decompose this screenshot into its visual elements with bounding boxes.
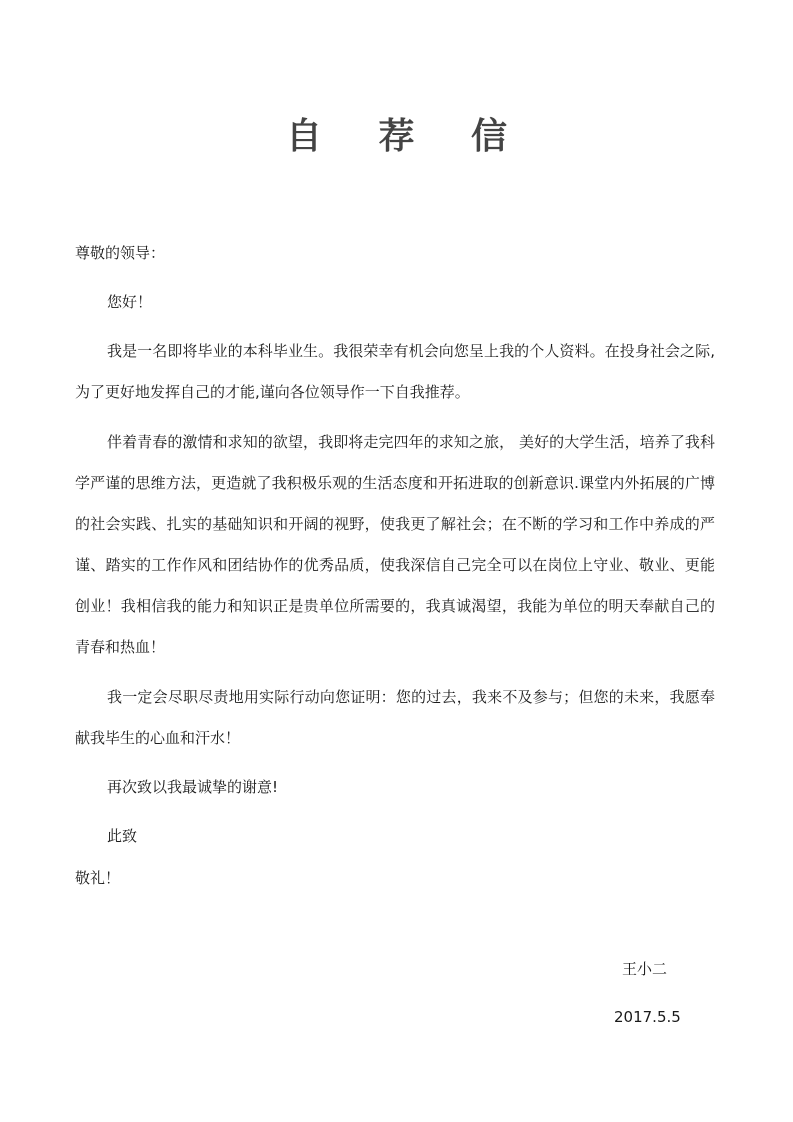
signature-date: 2017.5.5 bbox=[614, 1008, 681, 1026]
salutation: 尊敬的领导： bbox=[75, 244, 166, 262]
signature-name: 王小二 bbox=[622, 960, 668, 978]
letter-title: 自 荐 信 bbox=[285, 116, 530, 157]
paragraph-intro: 我是一名即将毕业的本科毕业生。我很荣幸有机会向您呈上我的个人资料。在投身社会之际,为了更好地发挥自己的才能,谨向各位领导作一下自我推荐。 bbox=[75, 342, 715, 401]
paragraph-greeting: 您好！ bbox=[107, 293, 153, 311]
paragraph-commitment: 我一定会尽职尽责地用实际行动向您证明：您的过去，我来不及参与；但您的未来，我愿奉献我毕生的心血和汗水！ bbox=[75, 688, 715, 747]
closing-salute: 敬礼！ bbox=[75, 869, 121, 887]
paragraph-thanks: 再次致以我最诚挚的谢意! bbox=[107, 778, 279, 796]
paragraph-cizhi: 此致 bbox=[107, 827, 138, 845]
paragraph-main: 伴着青春的激情和求知的欲望，我即将走完四年的求知之旅， 美好的大学生活，培养了我科学严谨的思维方法，更造就了我积极乐观的生活态度和开拓进取的创新意识.课堂内外拓展的广博的社会实践、扎实的基础知识和开阔的视野，使我更了解社会；在不断的学习和工作中养成的严谨、踏实的工作作风和团结协作的优秀品质，使我深信自己完全可以在岗位上守业、敬业、更能创业！我相信我的能力和知识正是贵单位所需要的，我真诚渴望，我能为单位的明天奉献自己的青春和热血！ bbox=[75, 433, 715, 656]
